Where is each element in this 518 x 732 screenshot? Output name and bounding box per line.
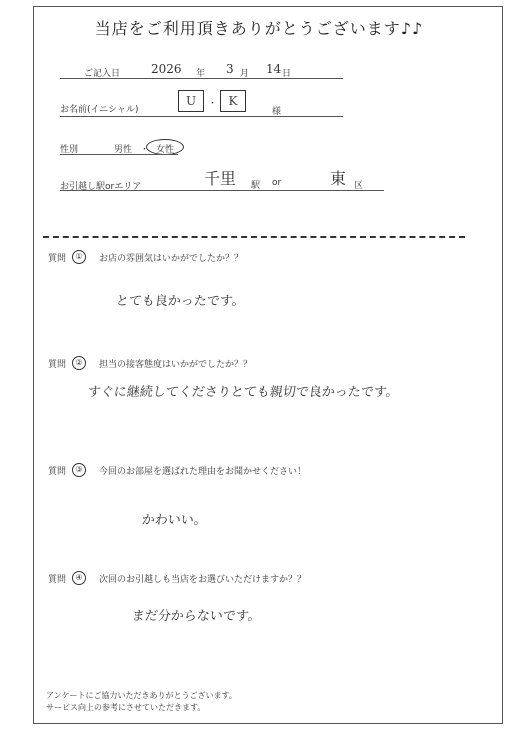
name-label: お名前(イニシャル) bbox=[60, 105, 139, 115]
question-3-prefix: 質問 bbox=[48, 467, 67, 477]
gender-dot: ・ bbox=[140, 145, 150, 155]
area-underline bbox=[60, 190, 384, 191]
date-month-unit: 月 bbox=[240, 69, 250, 79]
question-1-number: ① bbox=[72, 250, 86, 264]
gender-female: 女性 bbox=[156, 145, 175, 155]
date-day-value: 14 bbox=[266, 62, 282, 76]
question-2-number: ② bbox=[72, 356, 86, 370]
area-value: 東 bbox=[330, 169, 347, 188]
honorific: 様 bbox=[272, 107, 282, 117]
question-4-answer: まだ分からないです。 bbox=[131, 609, 262, 624]
gender-label: 性別 bbox=[60, 145, 79, 155]
or-text: or bbox=[272, 178, 282, 188]
area-label: お引越し駅orエリア bbox=[60, 182, 142, 192]
question-2-answer: すぐに継続してくださりとても親切で良かったです。 bbox=[87, 385, 400, 400]
question-2-text: 担当の接客態度はいかがでしたか？？ bbox=[99, 360, 253, 370]
date-label: ご記入日 bbox=[84, 69, 121, 79]
footer-line-2: サービス向上の参考にさせていただきます。 bbox=[46, 703, 206, 712]
date-month-value: 3 bbox=[226, 62, 234, 76]
section-divider bbox=[43, 236, 465, 238]
name-underline bbox=[60, 116, 343, 117]
question-1-answer: とても良かったです。 bbox=[115, 294, 246, 309]
question-3-answer: かわいい。 bbox=[141, 513, 208, 528]
question-2-prefix: 質問 bbox=[48, 360, 67, 370]
footer-line-1: アンケートにご協力いただきありがとうございます。 bbox=[46, 691, 237, 700]
gender-male: 男性 bbox=[114, 145, 133, 155]
initial-box-1: U bbox=[178, 90, 204, 112]
date-year-value: 2026 bbox=[151, 62, 182, 76]
gender-underline bbox=[60, 154, 178, 155]
station-value: 千里 bbox=[204, 169, 237, 188]
date-day-unit: 日 bbox=[282, 69, 292, 79]
question-4-number: ④ bbox=[72, 571, 86, 585]
question-3-number: ③ bbox=[72, 463, 86, 477]
question-1-text: お店の雰囲気はいかがでしたか？？ bbox=[99, 254, 244, 264]
date-year-unit: 年 bbox=[196, 69, 206, 79]
area-unit: 区 bbox=[354, 181, 364, 191]
initial-separator: ・ bbox=[208, 99, 218, 109]
question-4-text: 次回のお引越しも当店をお選びいただけますか？？ bbox=[99, 575, 307, 585]
question-1-prefix: 質問 bbox=[48, 254, 67, 264]
page-title: 当店をご利用頂きありがとうございます♪♪ bbox=[94, 19, 424, 38]
initial-box-2: K bbox=[220, 90, 246, 112]
question-3-text: 今回のお部屋を選ばれた理由をお聞かせください！ bbox=[99, 467, 307, 477]
question-4-prefix: 質問 bbox=[48, 575, 67, 585]
female-selected-circle bbox=[146, 139, 184, 155]
station-unit: 駅 bbox=[251, 181, 261, 191]
date-underline bbox=[60, 78, 343, 79]
